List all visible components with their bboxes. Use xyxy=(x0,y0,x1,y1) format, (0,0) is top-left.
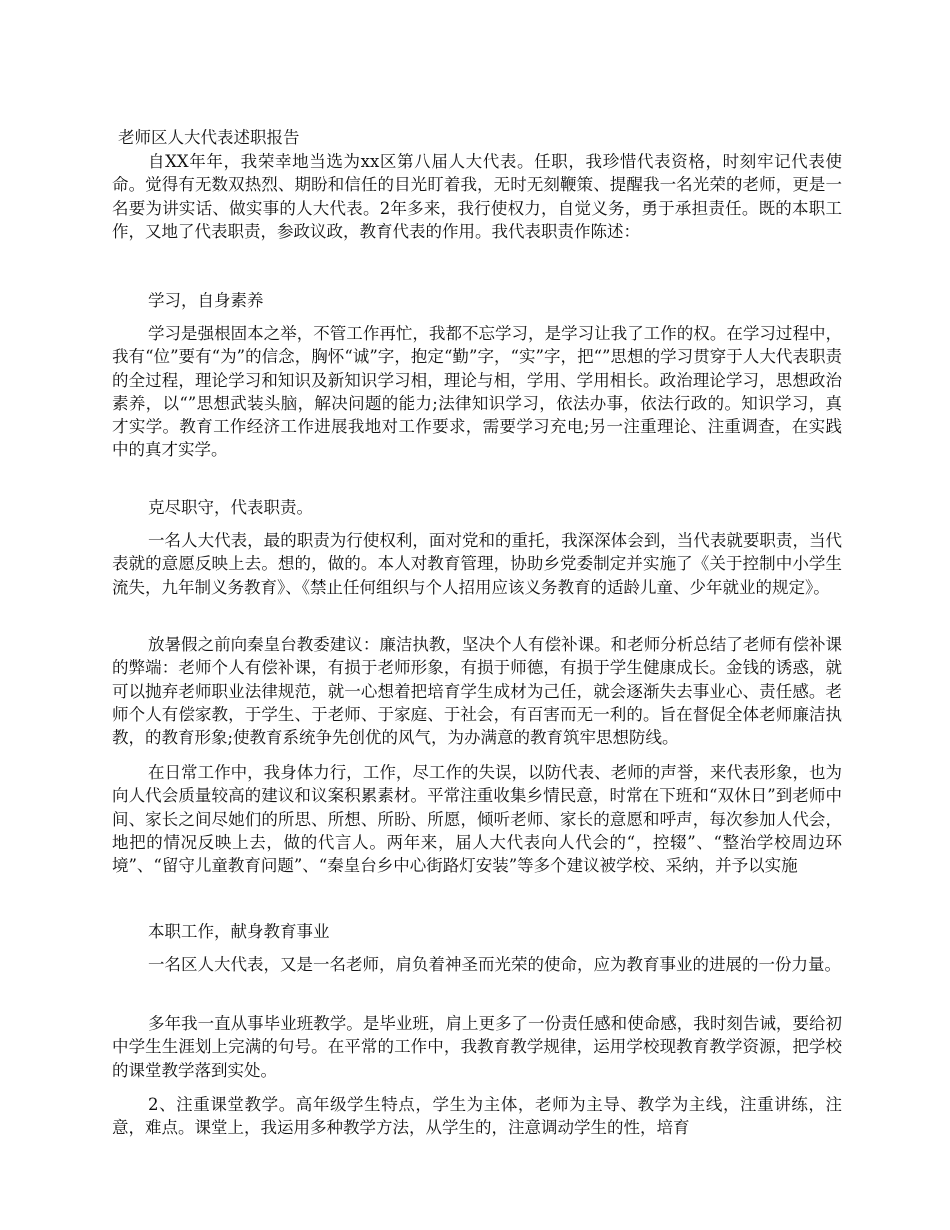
section-heading-study: 学习，自身素养 xyxy=(148,291,264,310)
intro-paragraph: 自XX年年，我荣幸地当选为xx区第八届人大代表。任职，我珍惜代表资格，时刻牢记代表使命。觉得有无数双热烈、期盼和信任的目光盯着我，无时无刻鞭策、提醒我一名光荣的老师，更是一名要为讲实话、做实事的人大代表。2年多来，我行使权力，自觉义务，勇于承担责任。既的本职工作，又地了代表职责，参政议政，教育代表的作用。我代表职责作陈述： xyxy=(112,152,842,241)
work-paragraph-2: 多年我一直从事毕业班教学。是毕业班，肩上更多了一份责任感和使命感，我时刻告诫，要给初中学生生涯划上完满的句号。在平常的工作中，我教育教学规律，运用学校现教育教学资源，把学校的课堂教学落到实处。 xyxy=(112,1014,842,1080)
document-title: 老师区人大代表述职报告 xyxy=(118,128,300,147)
duty-paragraph-1: 一名人大代表，最的职责为行使权利，面对党和的重托，我深深体会到，当代表就要职责，当代表就的意愿反映上去。想的，做的。本人对教育管理，协助乡党委制定并实施了《关于控制中小学生流失，九年制义务教育》、《禁止任何组织与个人招用应该义务教育的适龄儿童、少年就业的规定》。 xyxy=(112,531,842,597)
section-heading-work: 本职工作，献身教育事业 xyxy=(148,922,330,941)
work-paragraph-1: 一名区人大代表，又是一名老师，肩负着神圣而光荣的使命，应为教育事业的进展的一份力量。 xyxy=(148,955,841,974)
work-paragraph-3: 2、注重课堂教学。高年级学生特点，学生为主体，老师为主导、教学为主线，注重讲练，注意，难点。课堂上，我运用多种教学方法，从学生的，注意调动学生的性，培育 xyxy=(112,1095,842,1138)
section-heading-duty: 克尽职守，代表职责。 xyxy=(148,498,313,517)
duty-paragraph-3: 在日常工作中，我身体力行，工作，尽工作的失误，以防代表、老师的声誉，来代表形象，也为向人代会质量较高的建议和议案积累素材。平常注重收集乡情民意，时常在下班和“双休日”到老师中间、家长之间尽她们的所思、所想、所盼、所愿，倾听老师、家长的意愿和呼声，每次参加人代会，地把的情况反映上去，做的代言人。两年来，届人大代表向人代会的“，控辍”、“整治学校周边环境”、“留守儿童教育问题”、“秦皇台乡中心街路灯安装”等多个建议被学校、采纳，并予以实施 xyxy=(112,763,842,876)
duty-paragraph-2: 放暑假之前向秦皇台教委建议：廉洁执教，坚决个人有偿补课。和老师分析总结了老师有偿补课的弊端：老师个人有偿补课，有损于老师形象，有损于师德，有损于学生健康成长。金钱的诱惑，就可以抛弃老师职业法律规范，就一心想着把培育学生成材为己任，就会逐渐失去事业心、责任感。老师个人有偿家教，于学生、于老师、于家庭、于社会，有百害而无一利的。旨在督促全体老师廉洁执教，的教育形象;使教育系统争先创优的风气，为办满意的教育筑牢思想防线。 xyxy=(112,635,842,748)
study-paragraph: 学习是强根固本之举，不管工作再忙，我都不忘学习，是学习让我了工作的权。在学习过程中，我有“位”要有“为”的信念，胸怀“诚”字，抱定“勤”字，“实”字，把“”思想的学习贯穿于人大代表职责的全过程，理论学习和知识及新知识学习相，理论与相，学用、学用相长。政治理论学习，思想政治素养，以“”思想武装头脑，解决问题的能力;法律知识学习，依法办事，依法行政的。知识学习，真才实学。教育工作经济工作进展我地对工作要求，需要学习充电;另一注重理论、注重调查，在实践中的真才实学。 xyxy=(112,324,842,460)
